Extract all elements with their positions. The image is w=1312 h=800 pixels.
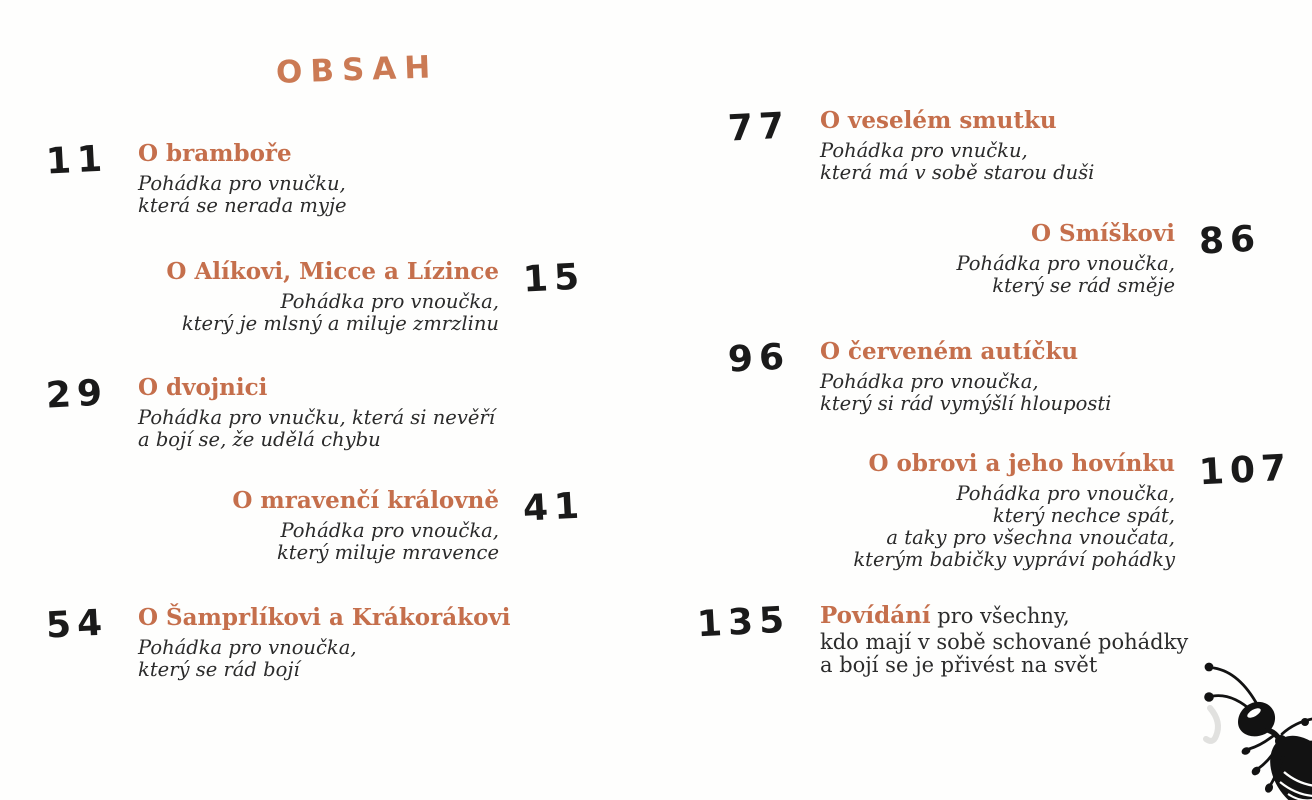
story-subtitle-line: Pohádka pro vnoučka, <box>956 481 1175 505</box>
story-subtitle-line: která má v sobě starou duši <box>820 160 1095 184</box>
story-subtitle-line: který se rád směje <box>992 273 1175 297</box>
page-number: 96 <box>726 336 792 381</box>
page-number: 86 <box>1197 218 1263 263</box>
toc-entry <box>956 218 1263 297</box>
story-title: Povídání <box>820 602 931 629</box>
story-title-suffix: pro všechny, <box>930 604 1070 628</box>
toc-entry <box>44 372 495 451</box>
story-title: O obrovi a jeho hovínku <box>868 450 1175 477</box>
story-subtitle-line: který nechce spát, <box>992 503 1175 527</box>
story-subtitle-line: Pohádka pro vnučku, <box>138 171 346 195</box>
story-title: O bramboře <box>138 140 292 167</box>
toc-entry <box>232 485 587 564</box>
story-subtitle-line: který je mlsný a miluje zmrzlinu <box>181 311 499 335</box>
story-subtitle-line: který miluje mravence <box>276 540 499 564</box>
story-subtitle-line: Pohádka pro vnoučka, <box>820 369 1039 393</box>
toc-entry <box>44 138 347 217</box>
page-number: 54 <box>44 602 110 647</box>
story-title: O červeném autíčku <box>820 338 1079 365</box>
story-title: O mravenčí královně <box>232 487 499 514</box>
page-number: 29 <box>44 372 110 417</box>
page-number: 15 <box>521 256 587 301</box>
page-number: 135 <box>695 599 791 646</box>
story-title: O veselém smutku <box>820 107 1057 134</box>
story-title: O Šamprlíkovi a Krákorákovi <box>138 604 511 631</box>
story-subtitle-line: Pohádka pro vnoučka, <box>956 251 1175 275</box>
story-title: O Smíškovi <box>1030 220 1175 247</box>
story-subtitle-line: Pohádka pro vnučku, která si nevěří <box>138 405 495 429</box>
page-number: 107 <box>1197 447 1294 494</box>
story-subtitle-line: kterým babičky vypráví pohádky <box>853 547 1175 571</box>
ant-illustration <box>1180 648 1312 800</box>
toc-entry <box>726 336 1112 415</box>
story-subtitle-line: Pohádka pro vnoučka, <box>138 635 357 659</box>
story-title-line <box>820 602 1188 629</box>
story-subtitle-line: Pohádka pro vnoučka, <box>280 518 499 542</box>
page-number: 77 <box>726 105 792 150</box>
toc-entry <box>853 447 1294 571</box>
story-subtitle-line: a bojí se je přivést na svět <box>820 653 1098 677</box>
story-title: O dvojnici <box>138 374 268 401</box>
story-subtitle-line: a bojí se, že udělá chybu <box>138 427 381 451</box>
page-number: 11 <box>44 138 110 183</box>
story-subtitle-line: který si rád vymýšlí hlouposti <box>820 391 1112 415</box>
story-subtitle-line: a taky pro všechna vnoučata, <box>886 525 1175 549</box>
toc-entry <box>726 105 1095 184</box>
toc-entry <box>166 256 587 335</box>
story-subtitle-line: která se nerada myje <box>138 193 347 217</box>
toc-entry <box>44 602 511 681</box>
story-subtitle-line: Pohádka pro vnoučka, <box>280 289 499 313</box>
toc-entry <box>695 599 1189 677</box>
story-subtitle-line: který se rád bojí <box>138 657 300 681</box>
story-title: O Alíkovi, Micce a Lízince <box>166 258 499 285</box>
page-number: 41 <box>521 485 587 530</box>
toc-title: OBSAH <box>275 49 439 91</box>
story-subtitle-line: Pohádka pro vnučku, <box>820 138 1028 162</box>
story-subtitle-line: kdo mají v sobě schované pohádky <box>820 630 1189 654</box>
